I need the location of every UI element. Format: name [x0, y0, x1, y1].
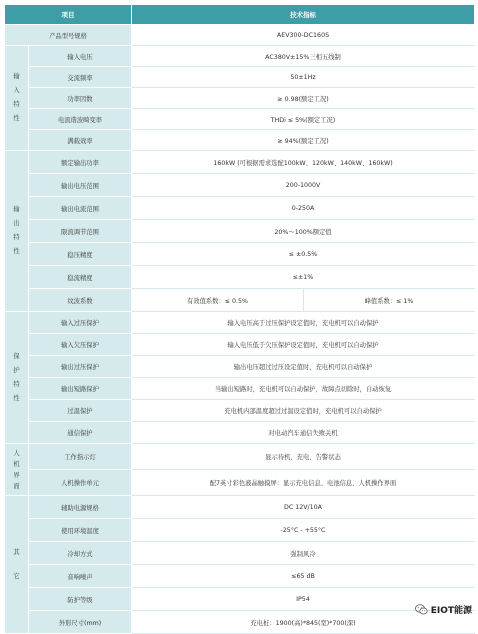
row-value: ≤±1%: [132, 266, 475, 289]
group-protection: 保 护 特 性: [5, 312, 29, 444]
table-row: [5, 67, 475, 88]
row-label: 外形尺寸(mm): [29, 611, 132, 634]
row-value: ≥ 94%(额定工况): [132, 130, 475, 151]
group-input: 输 入 特 性: [5, 46, 29, 151]
row-value: -25°C - +55°C: [132, 519, 475, 542]
row-label: 输出电流范围: [29, 197, 132, 220]
watermark: [415, 602, 472, 616]
table-row: [5, 444, 475, 470]
table-row: [5, 289, 475, 312]
table-row: [5, 220, 475, 243]
group-output: 输 出 特 性: [5, 151, 29, 312]
table-row: [5, 565, 475, 588]
row-label: 过温保护: [29, 400, 132, 422]
table-row: [5, 243, 475, 266]
row-value: 输入电压高于过压保护设定值时，充电机可以自动保护: [132, 312, 475, 334]
row-label: 输出电压范围: [29, 174, 132, 197]
table-row: [5, 130, 475, 151]
row-value: DC 12V/10A: [132, 496, 475, 519]
table-row: [5, 422, 475, 444]
model-value: AEV300-DC160S: [132, 25, 475, 46]
row-value: THDi ≤ 5%(额定工况): [132, 109, 475, 130]
row-value: 50±1Hz: [132, 67, 475, 88]
table-row: [5, 611, 475, 634]
table-row: [5, 109, 475, 130]
group-other: 其 它: [5, 496, 29, 634]
row-value: 160kW (可根据需求选配100kW、120kW、140kW、160kW): [132, 151, 475, 174]
table-row: [5, 378, 475, 400]
row-value: 0-250A: [132, 197, 475, 220]
row-value: 输入电压低于欠压保护设定值时，充电机可以自动保护: [132, 334, 475, 356]
row-value: 显示待机、充电、告警状态: [132, 444, 475, 470]
row-value: ≥ 0.98(额定工况): [132, 88, 475, 109]
table-row: [5, 400, 475, 422]
table-row: [5, 496, 475, 519]
row-label: 稳压精度: [29, 243, 132, 266]
row-value: 20%～100%额定值: [132, 220, 475, 243]
row-value: 强制风冷: [132, 542, 475, 565]
watermark-text: EIOT能源: [430, 605, 472, 616]
table-row: [5, 312, 475, 334]
row-label: 使用环境温度: [29, 519, 132, 542]
row-label: 辅助电源规格: [29, 496, 132, 519]
group-hmi: 人 机 界 面: [5, 444, 29, 496]
table-row: [5, 542, 475, 565]
table-row: [5, 588, 475, 611]
row-value: 当输出短路时，充电机可以自动保护，故障点切除时，自动恢复: [132, 378, 475, 400]
row-label: 输入欠压保护: [29, 334, 132, 356]
spec-table: [4, 4, 475, 634]
row-value: ≤ ±0.5%: [132, 243, 475, 266]
ripple-peak-value: 峰值系数：≤ 1%: [304, 289, 475, 312]
row-value: 充电桩：1900(高)*845(宽)*700(深): [132, 611, 475, 634]
model-label: 产品型号规格: [5, 25, 132, 46]
row-value: 200-1000V: [132, 174, 475, 197]
table-row: [5, 46, 475, 67]
ripple-rms-value: 有效值系数：≤ 0.5%: [132, 289, 304, 312]
table-row: [5, 174, 475, 197]
row-label: 输入过压保护: [29, 312, 132, 334]
row-value: ≤65 dB: [132, 565, 475, 588]
row-label: 满载效率: [29, 130, 132, 151]
row-label: 交流频率: [29, 67, 132, 88]
row-label: 工作指示灯: [29, 444, 132, 470]
row-label: 功率因数: [29, 88, 132, 109]
table-row: [5, 266, 475, 289]
header-item: 项目: [5, 5, 132, 25]
row-value: IP54: [132, 588, 475, 611]
table-header-row: [5, 5, 475, 25]
table-row: [5, 519, 475, 542]
row-label: 音响噪声: [29, 565, 132, 588]
table-row: [5, 334, 475, 356]
row-label: 稳流精度: [29, 266, 132, 289]
table-row: [5, 151, 475, 174]
table-row: [5, 470, 475, 496]
row-label: 人机操作单元: [29, 470, 132, 496]
table-row: [5, 88, 475, 109]
row-label: 限流调节范围: [29, 220, 132, 243]
row-label: 额定输出功率: [29, 151, 132, 174]
wechat-icon: [415, 604, 428, 615]
row-label: 冷却方式: [29, 542, 132, 565]
row-value: 对电动汽车通信失败关机: [132, 422, 475, 444]
table-row: [5, 25, 475, 46]
row-label: 输出过压保护: [29, 356, 132, 378]
row-value: 输出电压超过过压设定值时，充电机可以自动保护: [132, 356, 475, 378]
row-label: 纹波系数: [29, 289, 132, 312]
row-label: 电流谐波畸变率: [29, 109, 132, 130]
header-spec: 技术指标: [132, 5, 475, 25]
row-label: 防护等级: [29, 588, 132, 611]
table-row: [5, 197, 475, 220]
row-label: 输入电压: [29, 46, 132, 67]
row-value: 充电机内部温度超过过温设定值时，充电机可以自动保护: [132, 400, 475, 422]
row-value: AC380V±15%三相五线制: [132, 46, 475, 67]
row-label: 输出短路保护: [29, 378, 132, 400]
row-value: 配7英寸彩色液晶触摸屏：显示充电信息、电池信息、人机操作界面: [132, 470, 475, 496]
table-row: [5, 356, 475, 378]
row-label: 通信保护: [29, 422, 132, 444]
